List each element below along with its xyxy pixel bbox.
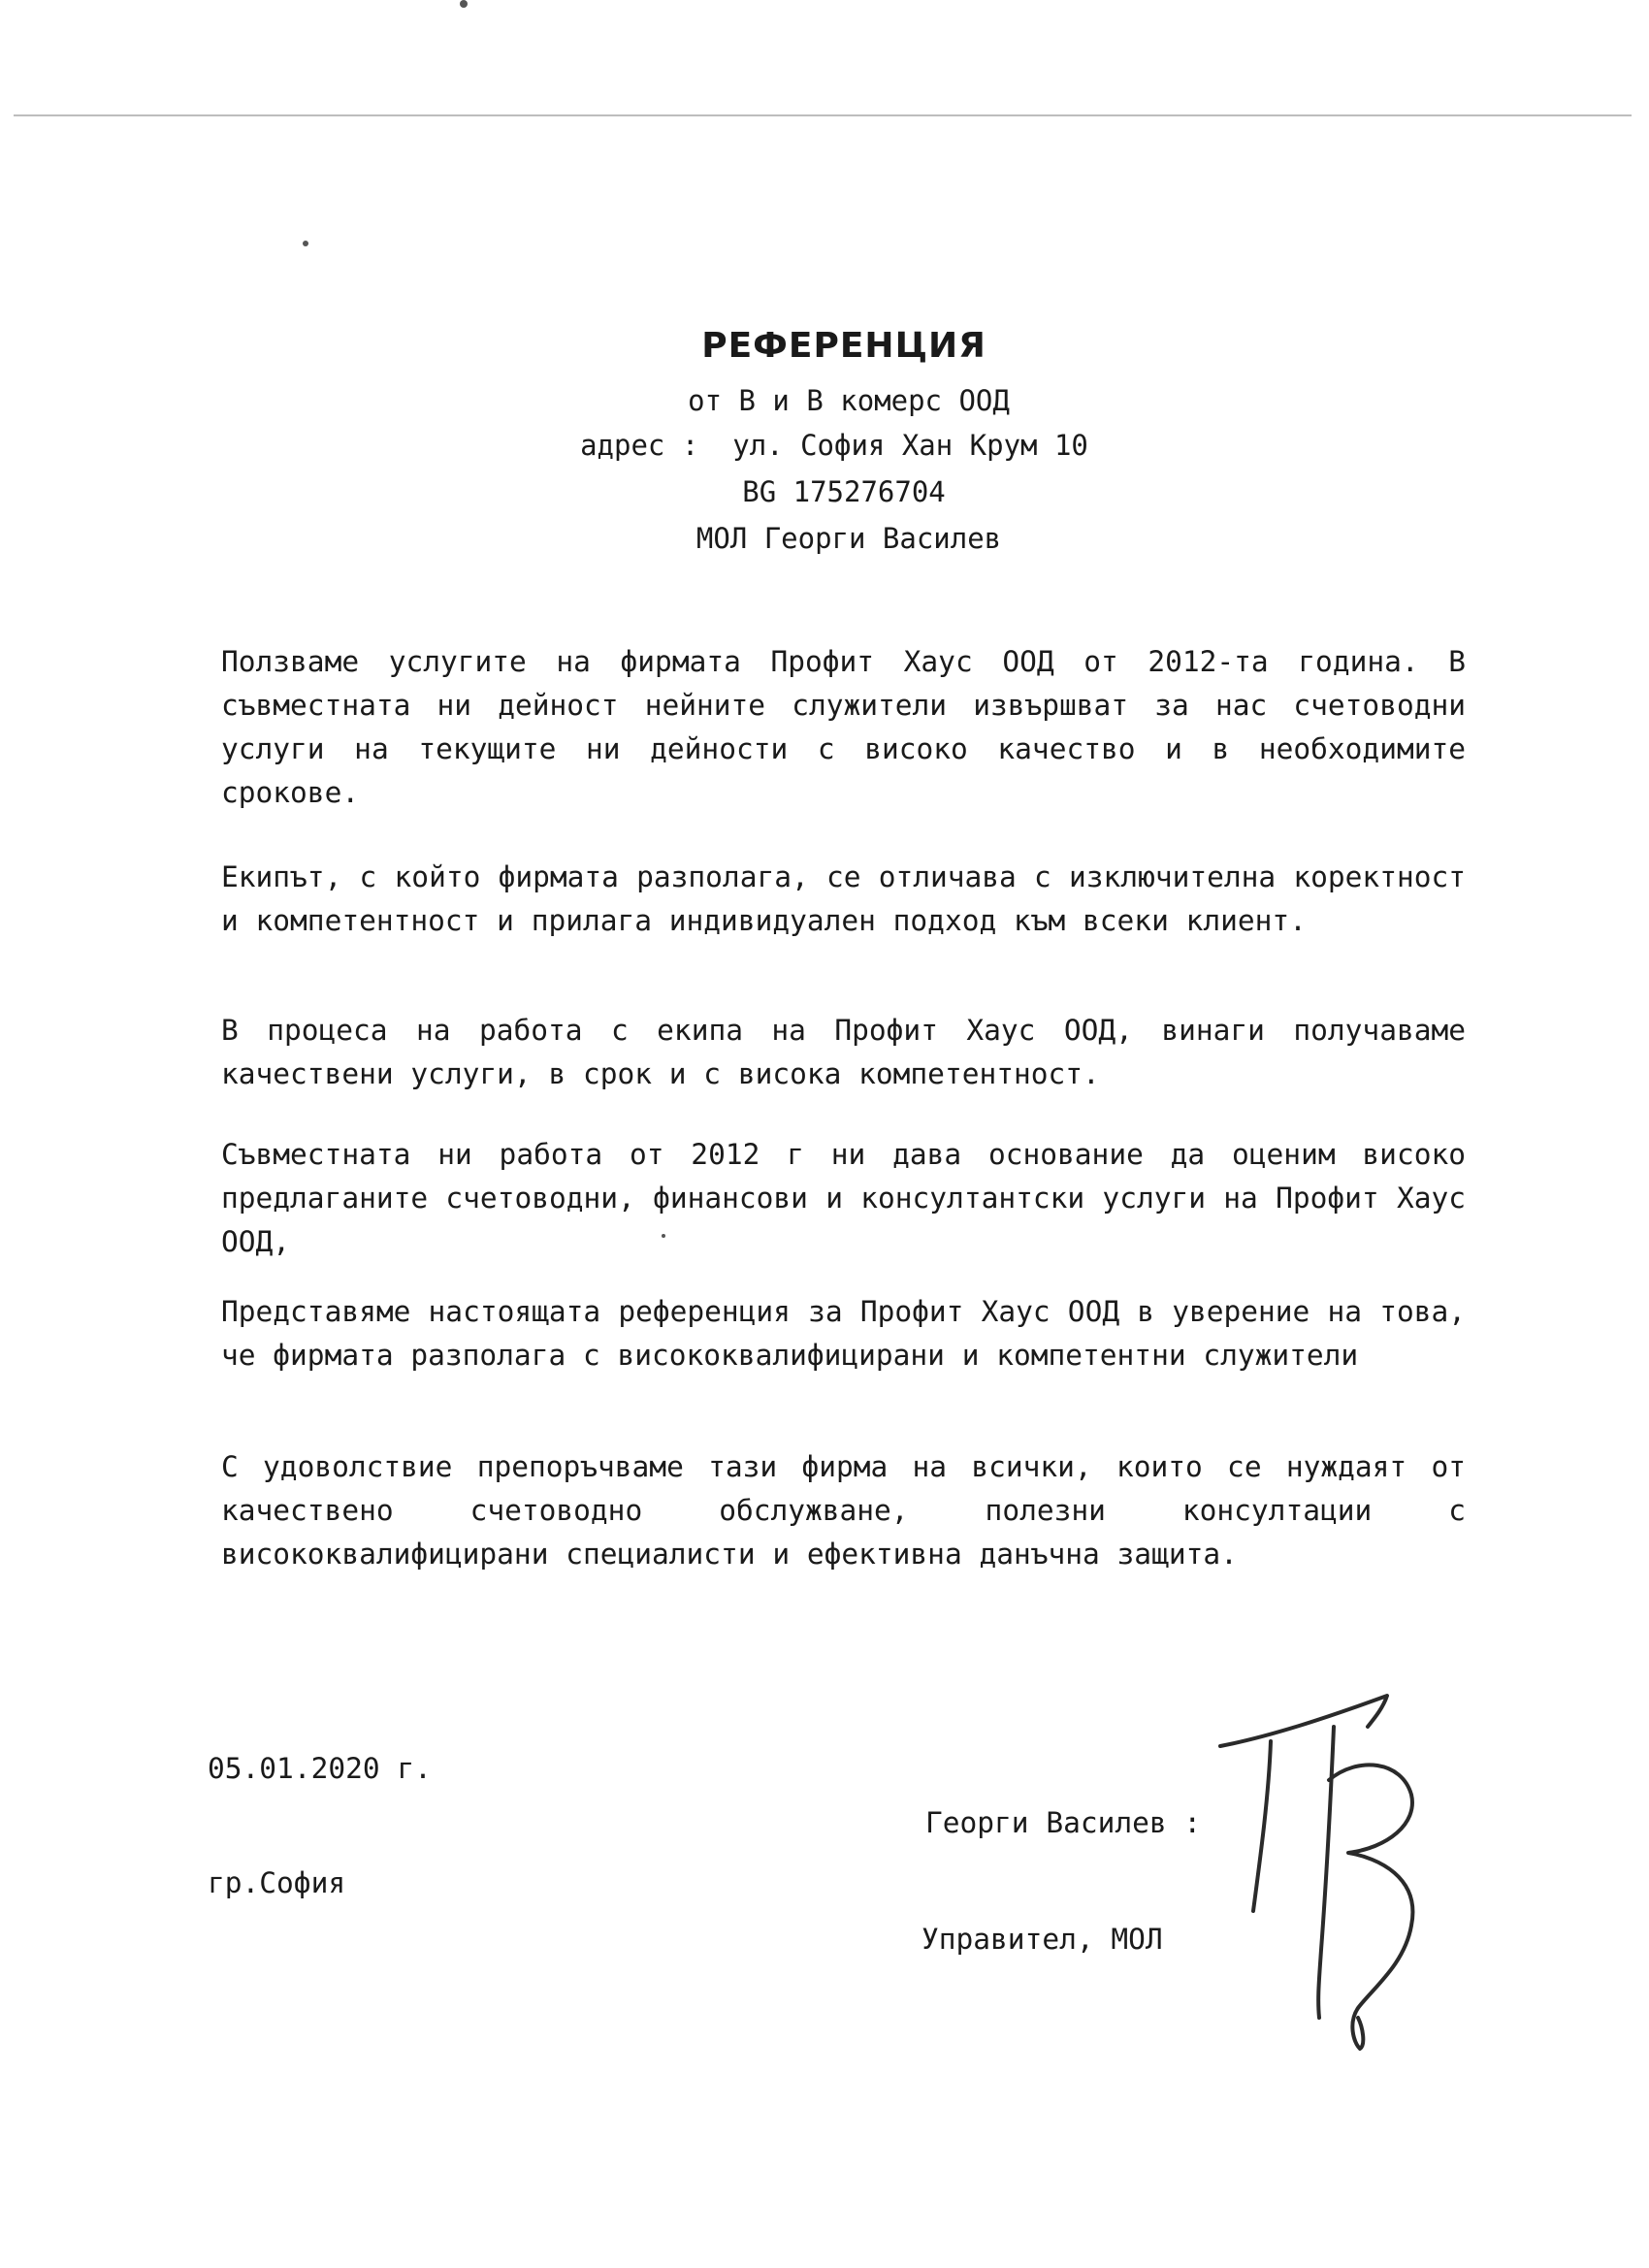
vat-number-line: BG 175276704 [742,475,946,508]
handwritten-signature [1212,1688,1484,2057]
paragraph-2: Екипът, с който фирмата разполага, се отличава с изключителна коректност и компетентност и прилага индивидуален подход към всеки клиент. [221,860,1466,937]
signer-name: Георги Василев : [925,1806,1202,1839]
mol-line: МОЛ Георги Василев [695,522,1002,555]
signer-role: Управител, МОЛ [922,1923,1163,1956]
scan-speck [303,241,308,246]
scan-speck [460,0,468,8]
scan-edge-line [14,114,1632,116]
paragraph-3: В процеса на работа с екипа на Профит Хаус ООД, винаги получаваме качествени услуги, в срок и с висока компетентност. [221,1014,1466,1090]
paragraph-1: Ползваме услугите на фирмата Профит Хаус ООД от 2012-та година. В съвместната ни дейност нейните служители извършват за нас счетоводни услуги на текущите ни дейности с високо качество и в необходимите срокове. [221,645,1466,809]
issuer-line: от В и В комерс ООД [688,384,1010,417]
paragraph-5: Представяме настоящата референция за Профит Хаус ООД в уверение на това, че фирмата разполага с висококвалифицирани и компетентни служители [221,1295,1466,1372]
paragraph-4: Съвместната ни работа от 2012 г ни дава основание да оценим високо предлаганите счетоводни, финансови и консултантски услуги на Профит Хаус ООД, [221,1138,1466,1258]
document-city: гр.София [208,1866,346,1899]
document-title: РЕФЕРЕНЦИЯ [701,326,986,366]
paragraph-6: С удоволствие препоръчваме тази фирма на всички, които се нуждаят от качествено счетоводно обслужване, полезни консултации с висококвалифицирани специалисти и ефективна данъчна защита. [221,1450,1466,1571]
document-date: 05.01.2020 г. [208,1752,432,1785]
address-line: адрес : ул. София Хан Крум 10 [580,429,1088,462]
